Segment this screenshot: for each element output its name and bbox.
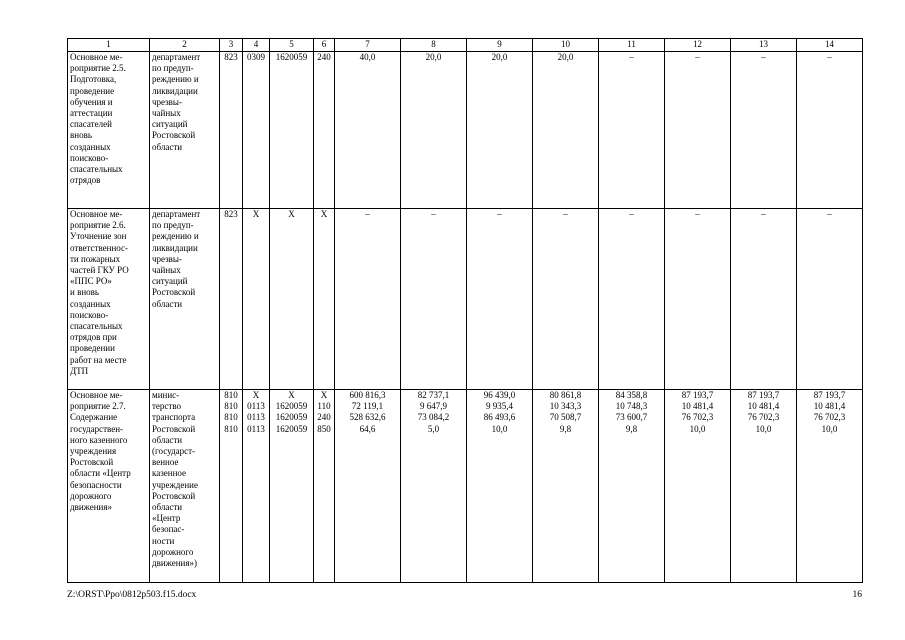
code-cell: 810 810 810 810 (220, 390, 243, 583)
column-header: 7 (335, 39, 401, 52)
column-number-row (68, 39, 863, 52)
column-header: 5 (270, 39, 314, 52)
column-header: 12 (665, 39, 731, 52)
page-number: 16 (852, 590, 862, 600)
code-cell: Х (314, 209, 335, 390)
table-row (68, 209, 863, 390)
code-cell: Х 0113 0113 0113 (243, 390, 270, 583)
amount-cell: – (797, 52, 863, 209)
amount-cell: – (401, 209, 467, 390)
column-header: 11 (599, 39, 665, 52)
amount-cell: 20,0 (467, 52, 533, 209)
event-cell: Основное ме- роприятие 2.5. Подготовка, проведение обучения и аттестации спасателей вновь созданных поисково- спасательных отрядов (68, 52, 150, 209)
column-header: 14 (797, 39, 863, 52)
amount-cell: 20,0 (533, 52, 599, 209)
amount-cell: 82 737,1 9 647,9 73 084,2 5,0 (401, 390, 467, 583)
amount-cell: 80 861,8 10 343,3 70 508,7 9,8 (533, 390, 599, 583)
amount-cell: – (335, 209, 401, 390)
file-path-footer: Z:\ORST\Ppo\0812p503.f15.docx (67, 590, 197, 600)
amount-cell: – (731, 209, 797, 390)
code-cell: 240 (314, 52, 335, 209)
event-cell: Основное ме- роприятие 2.6. Уточнение зон ответственнос- ти пожарных частей ГКУ РО «ППС РО» и вновь созданных поисково- спасательных отрядов при проведении работ на месте ДТП (68, 209, 150, 390)
executor-cell: минис- терство транспорта Ростовской области (государст- венное казенное учреждение Ростовской области «Центр безопас- ности дорожного движения») (150, 390, 220, 583)
amount-cell: 20,0 (401, 52, 467, 209)
column-header: 13 (731, 39, 797, 52)
code-cell: 823 (220, 52, 243, 209)
executor-cell: департамент по предуп- реждению и ликвидации чрезвы- чайных ситуаций Ростовской области (150, 209, 220, 390)
column-header: 8 (401, 39, 467, 52)
amount-cell: 40,0 (335, 52, 401, 209)
amount-cell: 87 193,7 10 481,4 76 702,3 10,0 (797, 390, 863, 583)
amount-cell: – (599, 209, 665, 390)
code-cell: 823 (220, 209, 243, 390)
code-cell: Х (243, 209, 270, 390)
executor-cell: департамент по предуп- реждению и ликвидации чрезвы- чайных ситуаций Ростовской области (150, 52, 220, 209)
event-cell: Основное ме- роприятие 2.7. Содержание государствен- ного казенного учреждения Ростовской области «Центр безопасности дорожного движения» (68, 390, 150, 583)
column-header: 1 (68, 39, 150, 52)
column-header: 4 (243, 39, 270, 52)
amount-cell: – (665, 52, 731, 209)
column-header: 9 (467, 39, 533, 52)
table-row (68, 52, 863, 209)
code-cell: Х 110 240 850 (314, 390, 335, 583)
amount-cell: 96 439,0 9 935,4 86 493,6 10,0 (467, 390, 533, 583)
budget-table (67, 38, 863, 583)
amount-cell: 600 816,3 72 119,1 528 632,6 64,6 (335, 390, 401, 583)
column-header: 10 (533, 39, 599, 52)
amount-cell: 84 358,8 10 748,3 73 600,7 9,8 (599, 390, 665, 583)
column-header: 3 (220, 39, 243, 52)
code-cell: 0309 (243, 52, 270, 209)
code-cell: 1620059 (270, 52, 314, 209)
amount-cell: – (797, 209, 863, 390)
column-header: 6 (314, 39, 335, 52)
table-row (68, 390, 863, 583)
amount-cell: – (467, 209, 533, 390)
code-cell: Х (270, 209, 314, 390)
amount-cell: – (665, 209, 731, 390)
amount-cell: 87 193,7 10 481,4 76 702,3 10,0 (731, 390, 797, 583)
amount-cell: – (731, 52, 797, 209)
code-cell: Х 1620059 1620059 1620059 (270, 390, 314, 583)
amount-cell: – (533, 209, 599, 390)
column-header: 2 (150, 39, 220, 52)
amount-cell: – (599, 52, 665, 209)
amount-cell: 87 193,7 10 481,4 76 702,3 10,0 (665, 390, 731, 583)
